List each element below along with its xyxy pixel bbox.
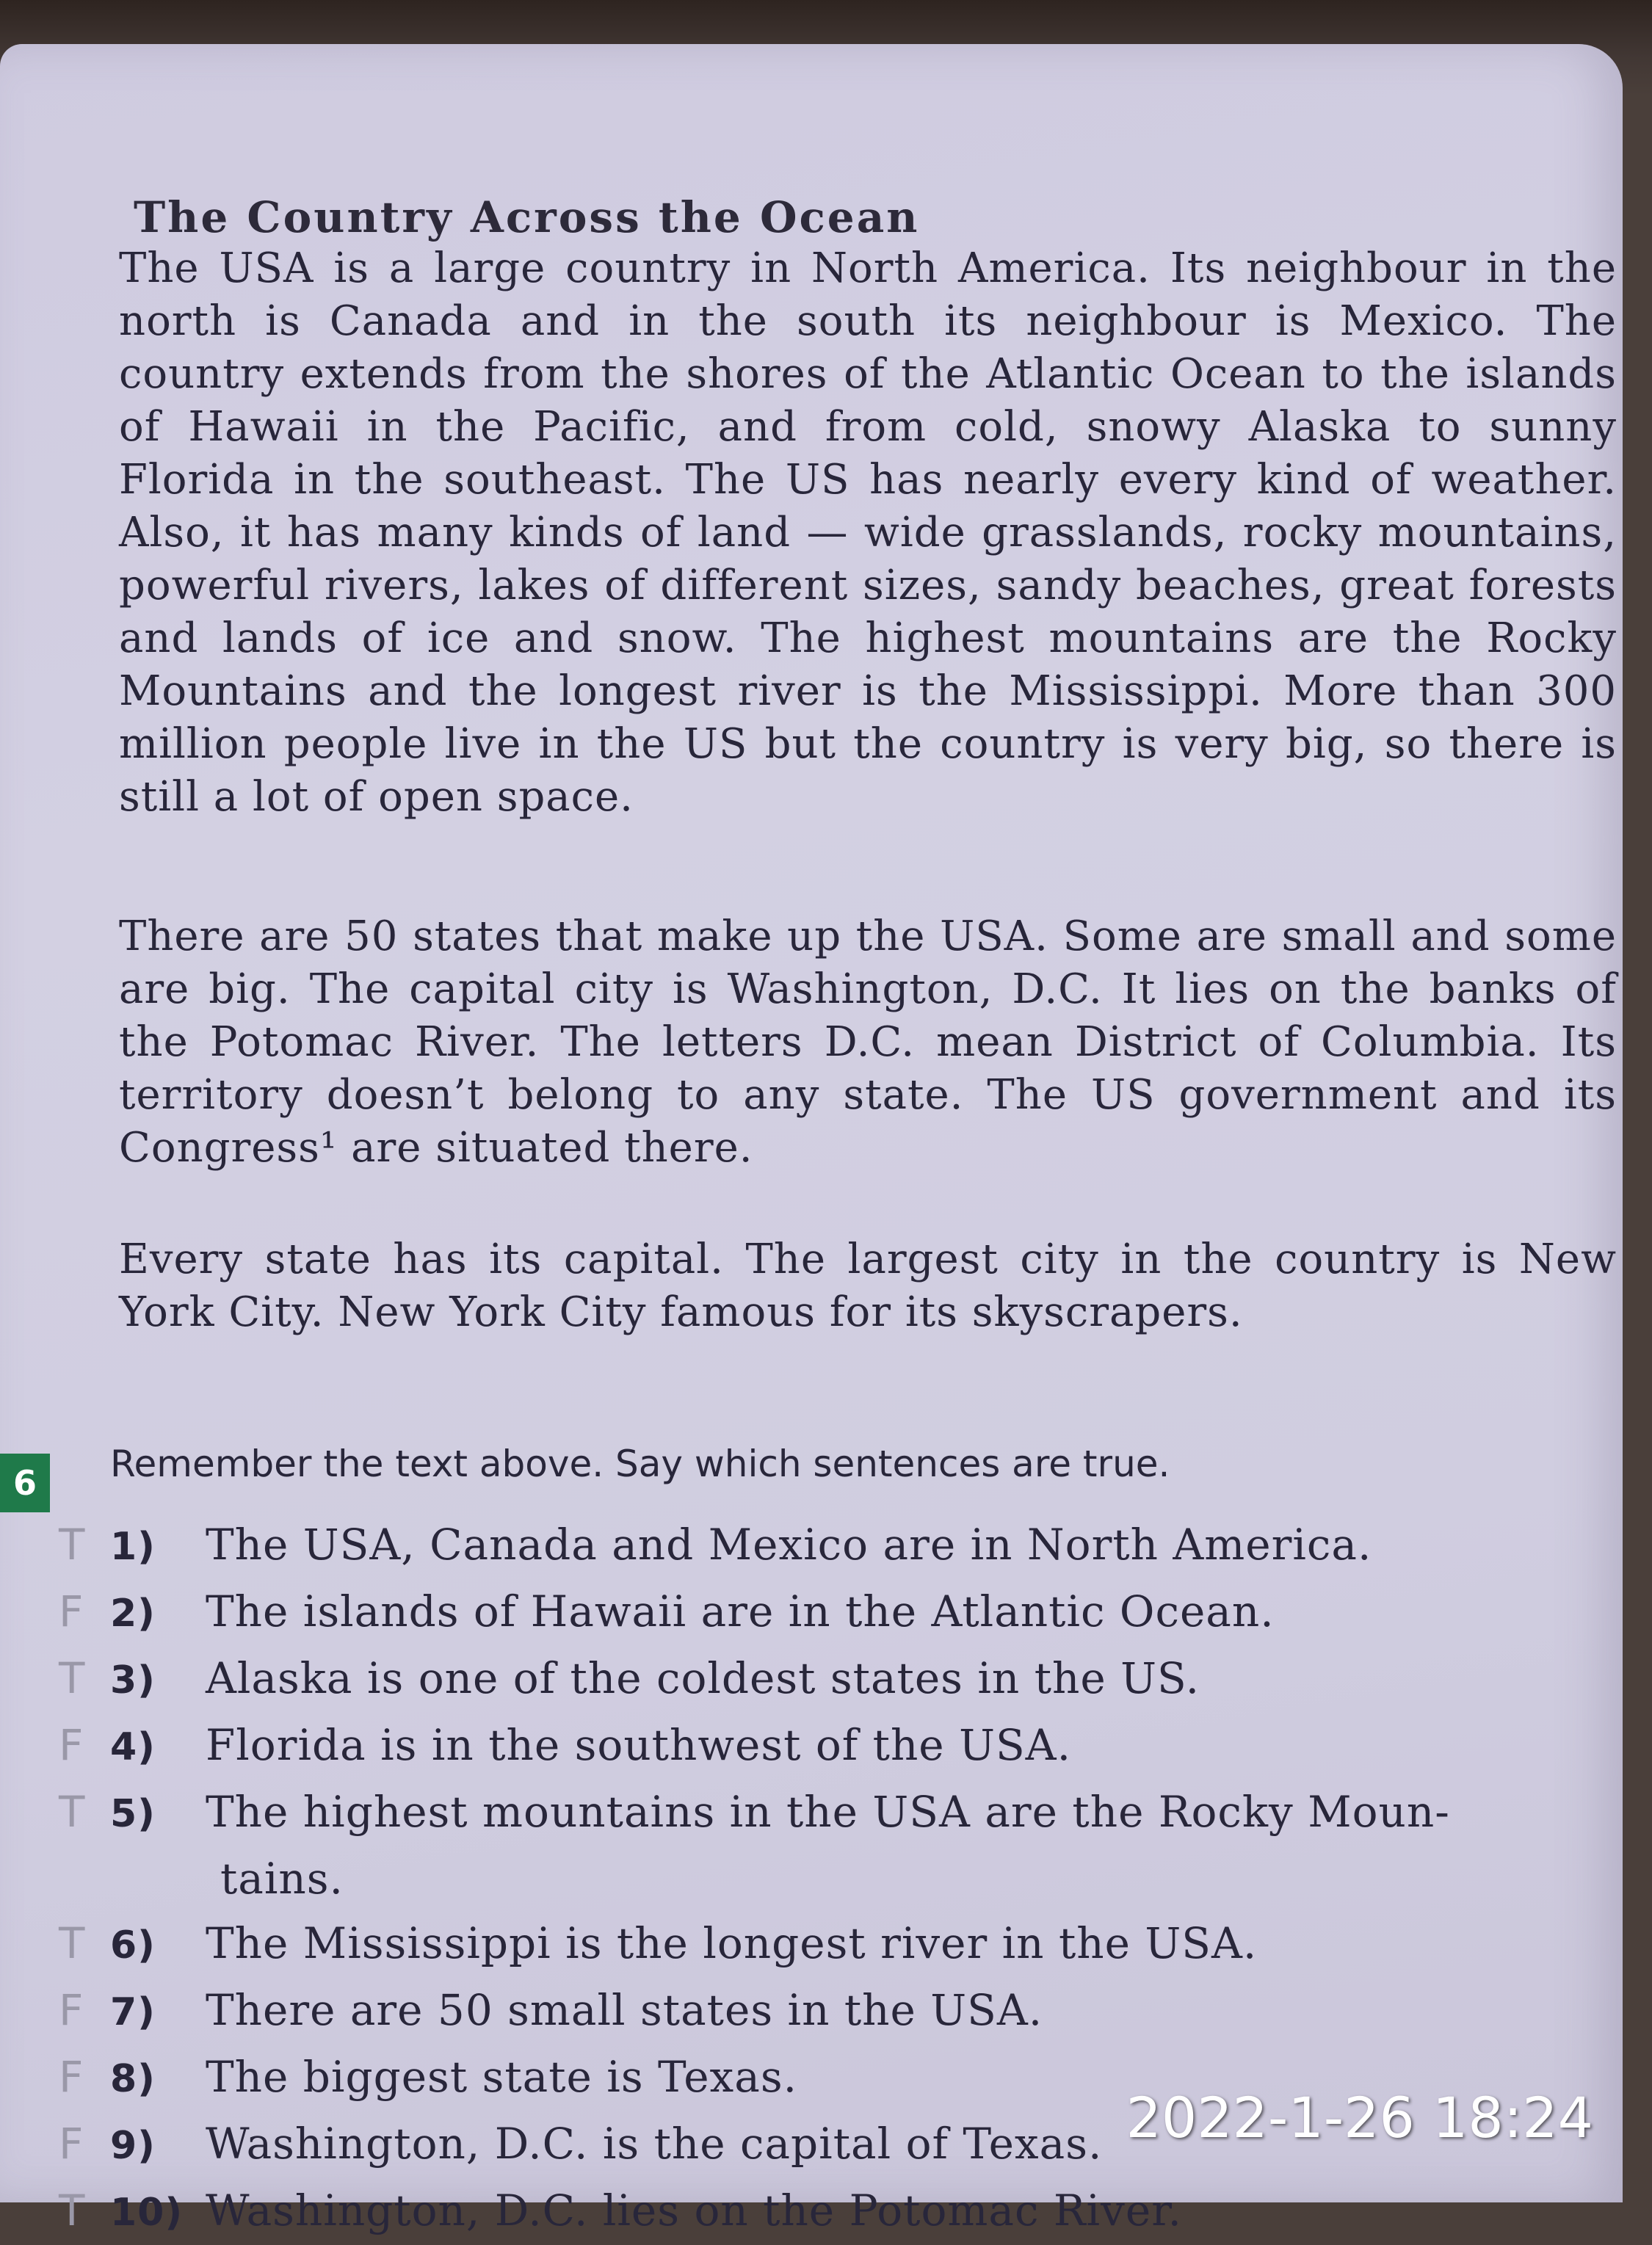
item-text: There are 50 small states in the USA. bbox=[206, 1985, 1043, 2035]
exercise-number-badge: 6 bbox=[0, 1454, 50, 1512]
item-number: 6) bbox=[110, 1923, 156, 1967]
list-item bbox=[59, 1512, 1637, 1579]
handwritten-mark: F bbox=[59, 2052, 84, 2102]
list-item bbox=[59, 1780, 1637, 1911]
item-text: The biggest state is Texas. bbox=[206, 2052, 798, 2102]
handwritten-mark: T bbox=[59, 1787, 86, 1837]
handwritten-mark: F bbox=[59, 1720, 84, 1770]
item-number: 3) bbox=[110, 1658, 156, 1702]
list-item bbox=[59, 1978, 1637, 2045]
exercise-instruction: Remember the text above. Say which sentences are true. bbox=[110, 1443, 1170, 1485]
handwritten-mark: F bbox=[59, 2119, 84, 2169]
item-number: 2) bbox=[110, 1592, 156, 1636]
handwritten-mark: T bbox=[59, 2186, 86, 2235]
paragraph-1: The USA is a large country in North America. Its neighbour in the north is Canada and in the south its neighbour is Mexico. The country extends from the shores of the Atlantic Ocean to the islands of Hawaii in the Pacific, and from cold, snowy Alaska to sunny Florida in the southeast. The US has nearly every kind of weather. Also, it has many kinds of land — wide grasslands, rocky mountains, powerful rivers, lakes of different sizes, sandy beaches, great forests and lands of ice and snow. The highest mountains are the Rocky Mountains and the longest river is the Mississippi. More than 300 million people live in the US but the country is very big, so there is still a lot of open space. bbox=[119, 244, 1617, 821]
item-text: The Mississippi is the longest river in the USA. bbox=[206, 1918, 1258, 1968]
item-text: The islands of Hawaii are in the Atlantic Ocean. bbox=[206, 1586, 1275, 1636]
item-text: The highest mountains in the USA are the Rocky Moun- bbox=[206, 1787, 1450, 1837]
item-number: 8) bbox=[110, 2057, 156, 2101]
paragraph-2: There are 50 states that make up the USA. Some are small and some are big. The capital city is Washington, D.C. It lies on the banks of the Potomac River. The letters D.C. mean District of Columbia. Its territory doesn’t belong to any state. The US government and its Congress¹ are situated there. bbox=[119, 913, 1617, 1172]
photo-timestamp: 2022-1-26 18:24 bbox=[1126, 2085, 1593, 2150]
item-text: Washington, D.C. is the capital of Texas. bbox=[206, 2119, 1103, 2169]
item-text: Washington, D.C. lies on the Potomac River. bbox=[206, 2186, 1182, 2235]
list-item bbox=[59, 2178, 1637, 2245]
item-number: 9) bbox=[110, 2124, 156, 2168]
list-item bbox=[59, 1579, 1637, 1646]
item-text: The USA, Canada and Mexico are in North America. bbox=[206, 1520, 1372, 1570]
item-text: Alaska is one of the coldest states in the US. bbox=[206, 1653, 1200, 1703]
handwritten-mark: T bbox=[59, 1918, 86, 1968]
handwritten-mark: T bbox=[59, 1520, 86, 1570]
item-number: 4) bbox=[110, 1725, 156, 1769]
item-number: 10) bbox=[110, 2191, 184, 2235]
list-item bbox=[59, 1646, 1637, 1713]
handwritten-mark: F bbox=[59, 1985, 84, 2035]
item-text-continuation: tains. bbox=[220, 1854, 344, 1904]
item-text: Florida is in the southwest of the USA. bbox=[206, 1720, 1072, 1770]
paragraph-3: Every state has its capital. The largest city in the country is New York City. New York City famous for its skyscrapers. bbox=[119, 1236, 1617, 1336]
page-title: The Country Across the Ocean bbox=[134, 192, 920, 242]
item-number: 1) bbox=[110, 1525, 156, 1569]
item-number: 5) bbox=[110, 1792, 156, 1836]
handwritten-mark: F bbox=[59, 1586, 84, 1636]
list-item bbox=[59, 1713, 1637, 1780]
handwritten-mark: T bbox=[59, 1653, 86, 1703]
item-number: 7) bbox=[110, 1990, 156, 2034]
list-item bbox=[59, 1911, 1637, 1978]
